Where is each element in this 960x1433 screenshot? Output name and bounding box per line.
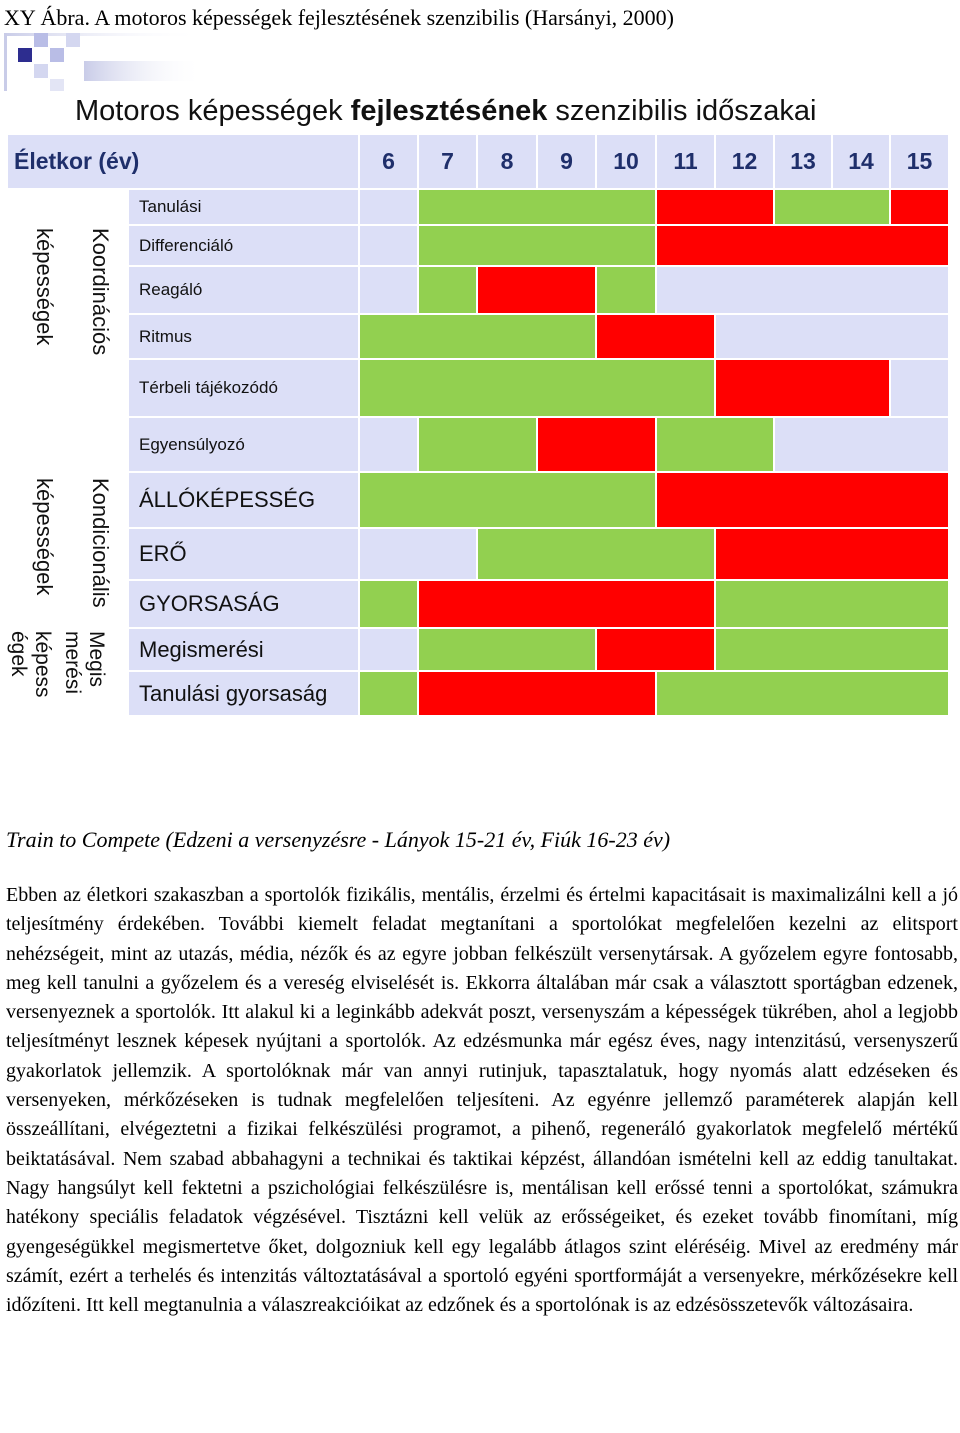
age-header-6: 6	[360, 135, 417, 188]
group-label-cognitive: Megis merési	[61, 631, 108, 695]
row-label: Megismerési	[129, 629, 358, 670]
table-cell-green	[419, 190, 655, 224]
row-label: Ritmus	[129, 315, 358, 358]
table-cell-red	[657, 226, 948, 265]
table-cell-red	[597, 629, 714, 670]
table-cell-empty	[716, 315, 948, 358]
table-cell-red	[419, 672, 655, 715]
row-label: GYORSASÁG	[129, 581, 358, 627]
table-cell-red	[891, 190, 948, 224]
age-header-14: 14	[833, 135, 889, 188]
table-cell-red	[716, 360, 889, 416]
table-cell-green	[360, 360, 714, 416]
table-cell-green	[360, 473, 655, 527]
row-label: Tanulási gyorsaság	[129, 672, 358, 715]
table-cell-green	[597, 267, 655, 313]
table-cell-red	[716, 529, 948, 579]
age-header-7: 7	[419, 135, 476, 188]
table-cell-red	[657, 190, 773, 224]
age-header-9: 9	[538, 135, 595, 188]
row-label: Differenciáló	[129, 226, 358, 265]
table-cell-green	[360, 672, 417, 715]
table-cell-green	[360, 581, 417, 627]
table-cell-empty	[360, 629, 417, 670]
table-cell-empty	[657, 267, 948, 313]
table-cell-red	[597, 315, 714, 358]
table-cell-red	[657, 473, 948, 527]
row-label: Térbeli tájékozódó	[129, 360, 358, 416]
row-label: ÁLLÓKÉPESSÉG	[129, 473, 358, 527]
slide-title-end: szenzibilis időszakai	[547, 95, 817, 127]
group-label-conditional-parent: képességek	[32, 478, 57, 596]
table-cell-green	[360, 315, 595, 358]
row-label: Reagáló	[129, 267, 358, 313]
slide-title	[75, 92, 817, 130]
group-label-cognitive-parent: képess égek	[7, 631, 54, 698]
age-header-15: 15	[891, 135, 948, 188]
table-cell-green	[419, 629, 595, 670]
table-cell-green	[775, 190, 889, 224]
table-cell-red	[538, 418, 655, 471]
row-label: ERŐ	[129, 529, 358, 579]
table-cell-empty	[360, 267, 417, 313]
table-cell-empty	[775, 418, 948, 471]
age-header-8: 8	[478, 135, 536, 188]
age-header-label: Életkor (év)	[8, 135, 358, 188]
table-cell-green	[657, 672, 948, 715]
age-header-11: 11	[657, 135, 714, 188]
age-header-12: 12	[716, 135, 773, 188]
row-label: Tanulási	[129, 190, 358, 224]
slide-decoration	[4, 33, 204, 93]
table-cell-green	[716, 629, 948, 670]
body-paragraph: Ebben az életkori szakaszban a sportolók fizikális, mentális, érzelmi és értelmi kapacitásait is maximalizálni kell a jó teljesítmény érdekében. További kiemelt feladat megtanítani a sportolókat megfelelően kezelni az elitsport nehézségeit, mint az utazás, média, nézők és az egyre jobban felkészült versenytársak. A győzelem egyre fontosabb, meg kell tanulni a győzelem és a vereség elviselését is. Ekkorra általában már csak a választott sportágban edzenek, versenyeznek a sportolók. Itt alakul ki a leginkább adekvát poszt, versenyszám a képességek tükrében, ahol a legjobb teljesítményt lesznek képesek nyújtani a sportolók. Az edzésmunka már egész éves, nagy intenzitású, versenyszerű gyakorlatok jellemzik. A sportolóknak már van annyi rutinjuk, tapasztalatuk, hogy nyomás alatt edzéseken és versenyeken, mérkőzéseken is tudnak megfelelően teljesíteni. Az egyénre jellemző paraméterek alapján kell összeállítani, elvégeztetni a fizikai felkészülési programot, a pihenő, regeneráló gyakorlatok megfelelő mértékű beiktatásával. Nem szabad abbahagyni a technikai és taktikai képzést, állandóan ismételni kell az eddig tanultakat. Nagy hangsúlyt kell fektetni a pszichológiai felkészülésre is, mentálisan kell erőssé tenni a sportolókat, számukra hatékony speciális feladatok végzésével. Tisztázni kell velük az erősségeiket, és ezeket tovább finomítani, míg gyengeségükkel megismertetve őket, dolgozniuk kell egy legalább átlagos szint eléréséig. Mivel az eredmény már számít, ezért a terhelés és intenzitás változtatásával a sportoló egyéni sportformáját a versenyekre, mérkőzésekre kell időzíteni. Itt kell megtanulnia a válaszreakcióikat az edzőnek és a sportolónak is az edzésösszetevők változásaira.	[6, 884, 958, 1317]
group-label-coordination-parent: képességek	[32, 228, 57, 346]
table-cell-red	[419, 581, 714, 627]
table-cell-green	[419, 418, 536, 471]
group-label-conditional: Kondicionális	[88, 478, 113, 608]
table-cell-green	[419, 226, 655, 265]
table-cell-red	[478, 267, 595, 313]
figure-caption: XY Ábra. A motoros képességek fejlesztésének szenzibilis (Harsányi, 2000)	[4, 5, 675, 30]
slide-title-start: Motoros képességek	[75, 95, 351, 127]
row-label: Egyensúlyozó	[129, 418, 358, 471]
table-cell-empty	[891, 360, 948, 416]
group-label-coordination: Koordinációs	[88, 228, 113, 356]
table-cell-empty	[360, 529, 476, 579]
table-cell-empty	[360, 190, 417, 224]
age-header-13: 13	[775, 135, 831, 188]
age-header-10: 10	[597, 135, 655, 188]
table-cell-green	[478, 529, 714, 579]
table-cell-green	[716, 581, 948, 627]
table-cell-green	[657, 418, 773, 471]
table-cell-green	[419, 267, 476, 313]
table-cell-empty	[360, 226, 417, 265]
section-heading: Train to Compete (Edzeni a versenyzésre - Lányok 15-21 év, Fiúk 16-23 év)	[6, 827, 671, 852]
slide-title-bold: fejlesztésének	[350, 95, 548, 127]
table-cell-empty	[360, 418, 417, 471]
